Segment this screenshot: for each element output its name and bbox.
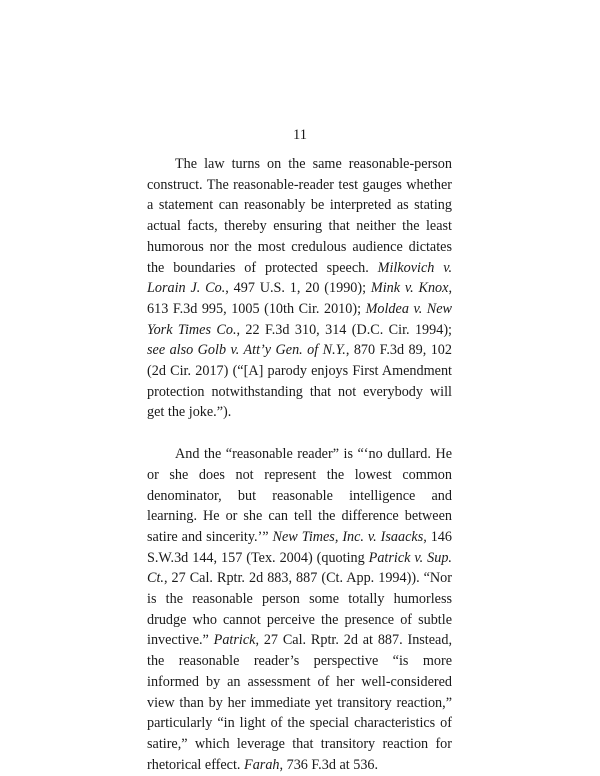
paragraph (147, 444, 452, 775)
text-run: , 870 F.3d 89, 102 (2d Cir. 2017) (“[A] parody enjoys First Amendment protection notwithstanding that not everybody will get the joke.”). (147, 342, 452, 421)
citation-italic: Moldea v. New York Times Co. (147, 300, 452, 338)
text-run: The law turns on the same reasonable-person construct. The reasonable-reader test gauges whether a statement can reasonably be interpreted as stating actual facts, thereby ensuring that neither the least humorous nor the most credulous audience dictates the boundaries of protected speech. (147, 156, 452, 276)
text-run: , 736 F.3d at 536. (279, 756, 379, 773)
text-run: And the “reasonable reader” is “‘no dullard. He or she does not represent the lowest common denominator, but reasonable intelligence and learning. He or she can tell the difference between satire and sincerity.’” (147, 446, 452, 545)
citation-italic: Patrick (213, 632, 256, 649)
body-text (147, 154, 452, 775)
text-run: , 497 U.S. 1, 20 (1990); (225, 280, 371, 297)
citation-italic: see also Golb v. Att’y Gen. of N.Y. (147, 342, 346, 359)
text-run: , 27 Cal. Rptr. 2d at 887. Instead, the reasonable reader’s perspective “is more informed by an assessment of her well-considered view than by her immediate yet transitory reaction,” particularly “in light of the special characteristics of satire,” which leverage that transitory reaction for rhetorical effect. (147, 632, 452, 773)
citation-italic: New Times, Inc. v. Isaacks (272, 528, 424, 545)
text-run: , 613 F.3d 995, 1005 (10th Cir. 2010); (147, 280, 452, 317)
paragraph (147, 154, 452, 423)
page-number: 11 (293, 127, 307, 143)
citation-italic: Mink v. Knox (370, 280, 449, 297)
citation-italic: Farah (244, 756, 280, 773)
citation-italic: Patrick v. Sup. Ct. (147, 549, 452, 587)
citation-italic: Milkovich v. Lorain J. Co. (147, 259, 452, 297)
text-run: , 27 Cal. Rptr. 2d 883, 887 (Ct. App. 1994)). “Nor is the reasonable person some totally humorless drudge who cannot perceive the presence of subtle invective.” (147, 570, 452, 649)
text-run: , 22 F.3d 310, 314 (D.C. Cir. 1994); (236, 321, 453, 338)
text-run: , 146 S.W.3d 144, 157 (Tex. 2004) (quoting (147, 528, 452, 566)
